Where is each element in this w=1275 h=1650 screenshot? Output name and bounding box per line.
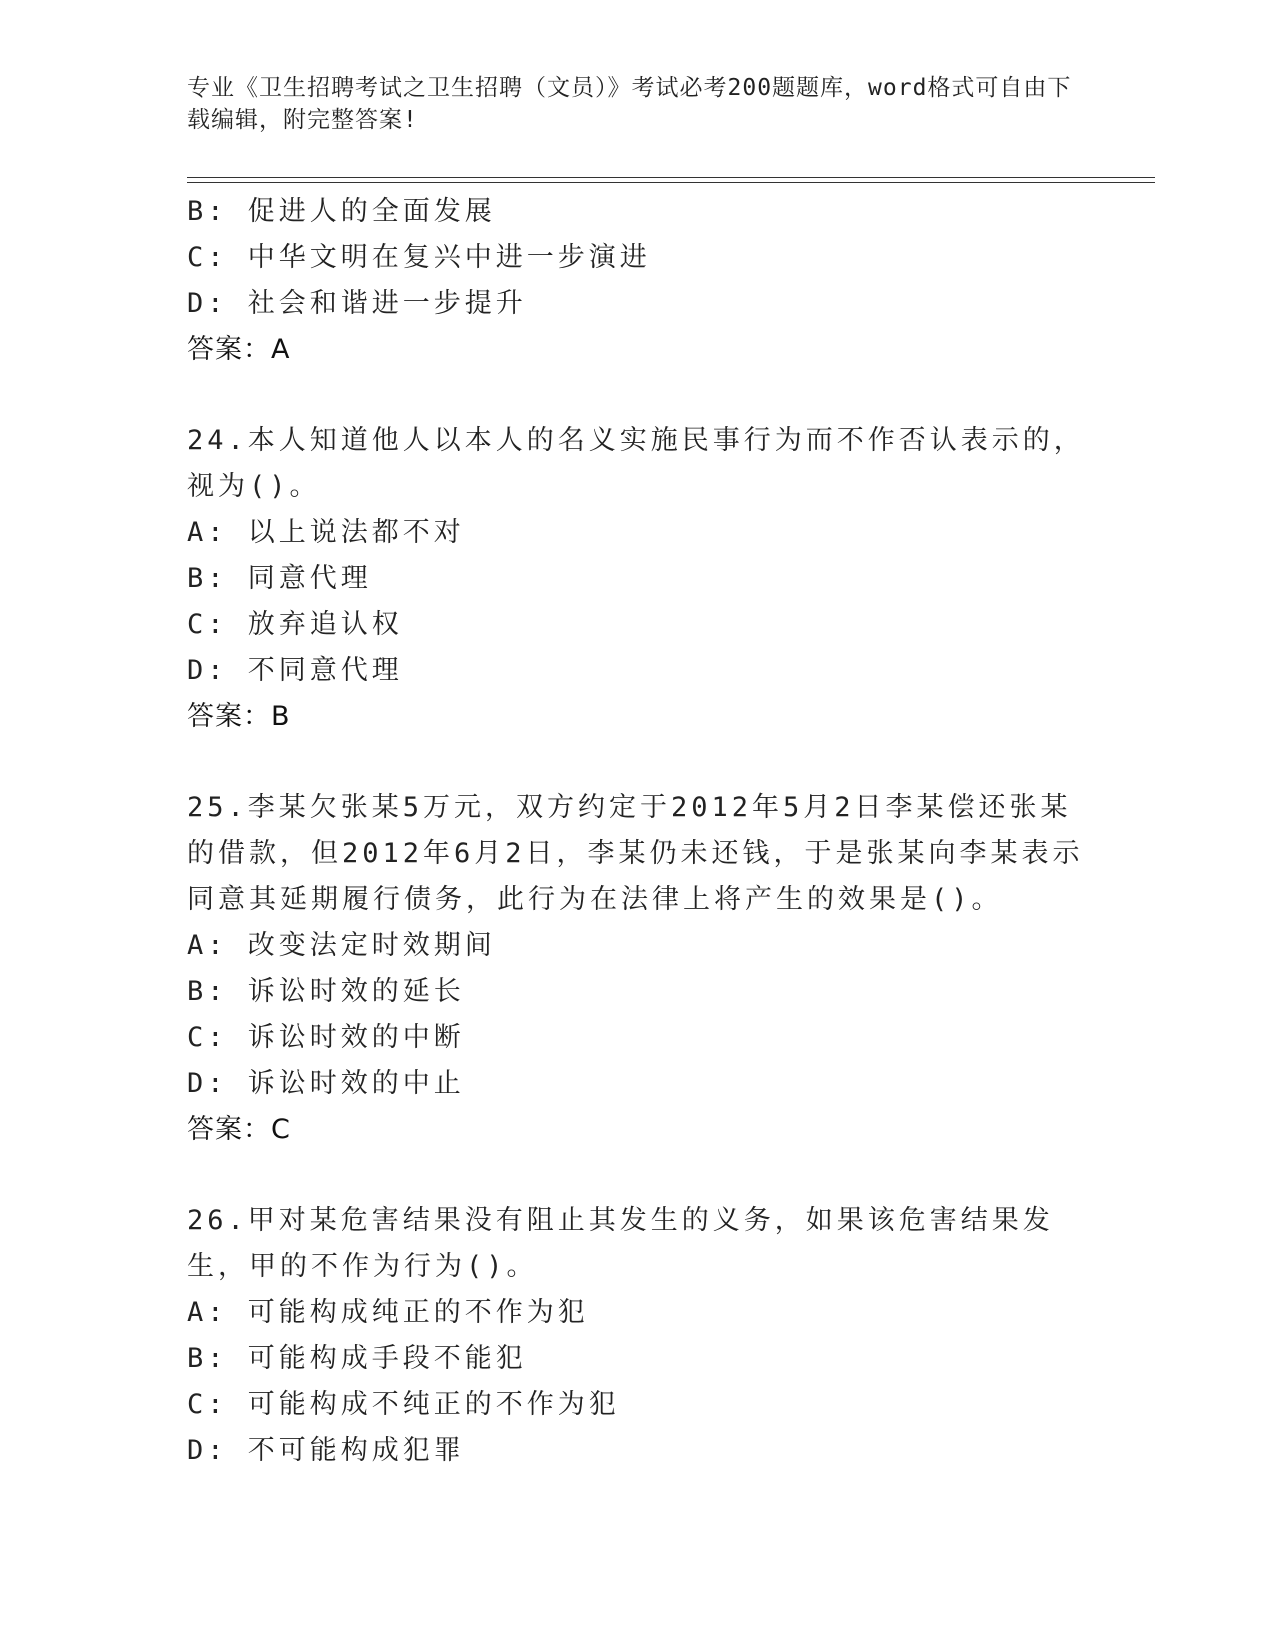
document-header: 专业《卫生招聘考试之卫生招聘（文员）》考试必考200题题库，word格式可自由下载编辑，附完整答案! [187, 75, 1072, 133]
option-c: C: 放弃追认权 [187, 609, 403, 640]
option-a: A: 改变法定时效期间 [187, 930, 496, 961]
answer-line: 答案：C [187, 1114, 291, 1145]
answer-line: 答案：A [187, 334, 291, 365]
header-divider-bottom [187, 182, 1155, 183]
question-list [187, 189, 1087, 1474]
question-spacer [187, 740, 1087, 785]
option-c: C: 可能构成不纯正的不作为犯 [187, 1389, 620, 1420]
question-26 [187, 1198, 1087, 1474]
option-b: B: 促进人的全面发展 [187, 196, 496, 227]
option-a: A: 可能构成纯正的不作为犯 [187, 1297, 589, 1328]
question-spacer [187, 1153, 1087, 1198]
header-divider-top [187, 177, 1155, 178]
option-a: A: 以上说法都不对 [187, 517, 465, 548]
option-d: D: 社会和谐进一步提升 [187, 288, 527, 319]
option-d: D: 不可能构成犯罪 [187, 1435, 465, 1466]
option-d: D: 不同意代理 [187, 655, 403, 686]
question-23-continuation [187, 189, 1087, 373]
question-25 [187, 785, 1087, 1153]
option-c: C: 诉讼时效的中断 [187, 1022, 465, 1053]
option-c: C: 中华文明在复兴中进一步演进 [187, 242, 651, 273]
question-spacer [187, 373, 1087, 418]
question-text: 25.李某欠张某5万元，双方约定于2012年5月2日李某偿还张某的借款，但2012年6月2日，李某仍未还钱，于是张某向李某表示同意其延期履行债务，此行为在法律上将产生的效果是()。 [187, 792, 1084, 915]
option-d: D: 诉讼时效的中止 [187, 1068, 465, 1099]
question-text: 26.甲对某危害结果没有阻止其发生的义务，如果该危害结果发生，甲的不作为行为()。 [187, 1205, 1054, 1282]
answer-line: 答案：B [187, 701, 291, 732]
question-24 [187, 418, 1087, 740]
option-b: B: 同意代理 [187, 563, 372, 594]
option-b: B: 可能构成手段不能犯 [187, 1343, 527, 1374]
option-b: B: 诉讼时效的延长 [187, 976, 465, 1007]
question-text: 24.本人知道他人以本人的名义实施民事行为而不作否认表示的，视为()。 [187, 425, 1085, 502]
